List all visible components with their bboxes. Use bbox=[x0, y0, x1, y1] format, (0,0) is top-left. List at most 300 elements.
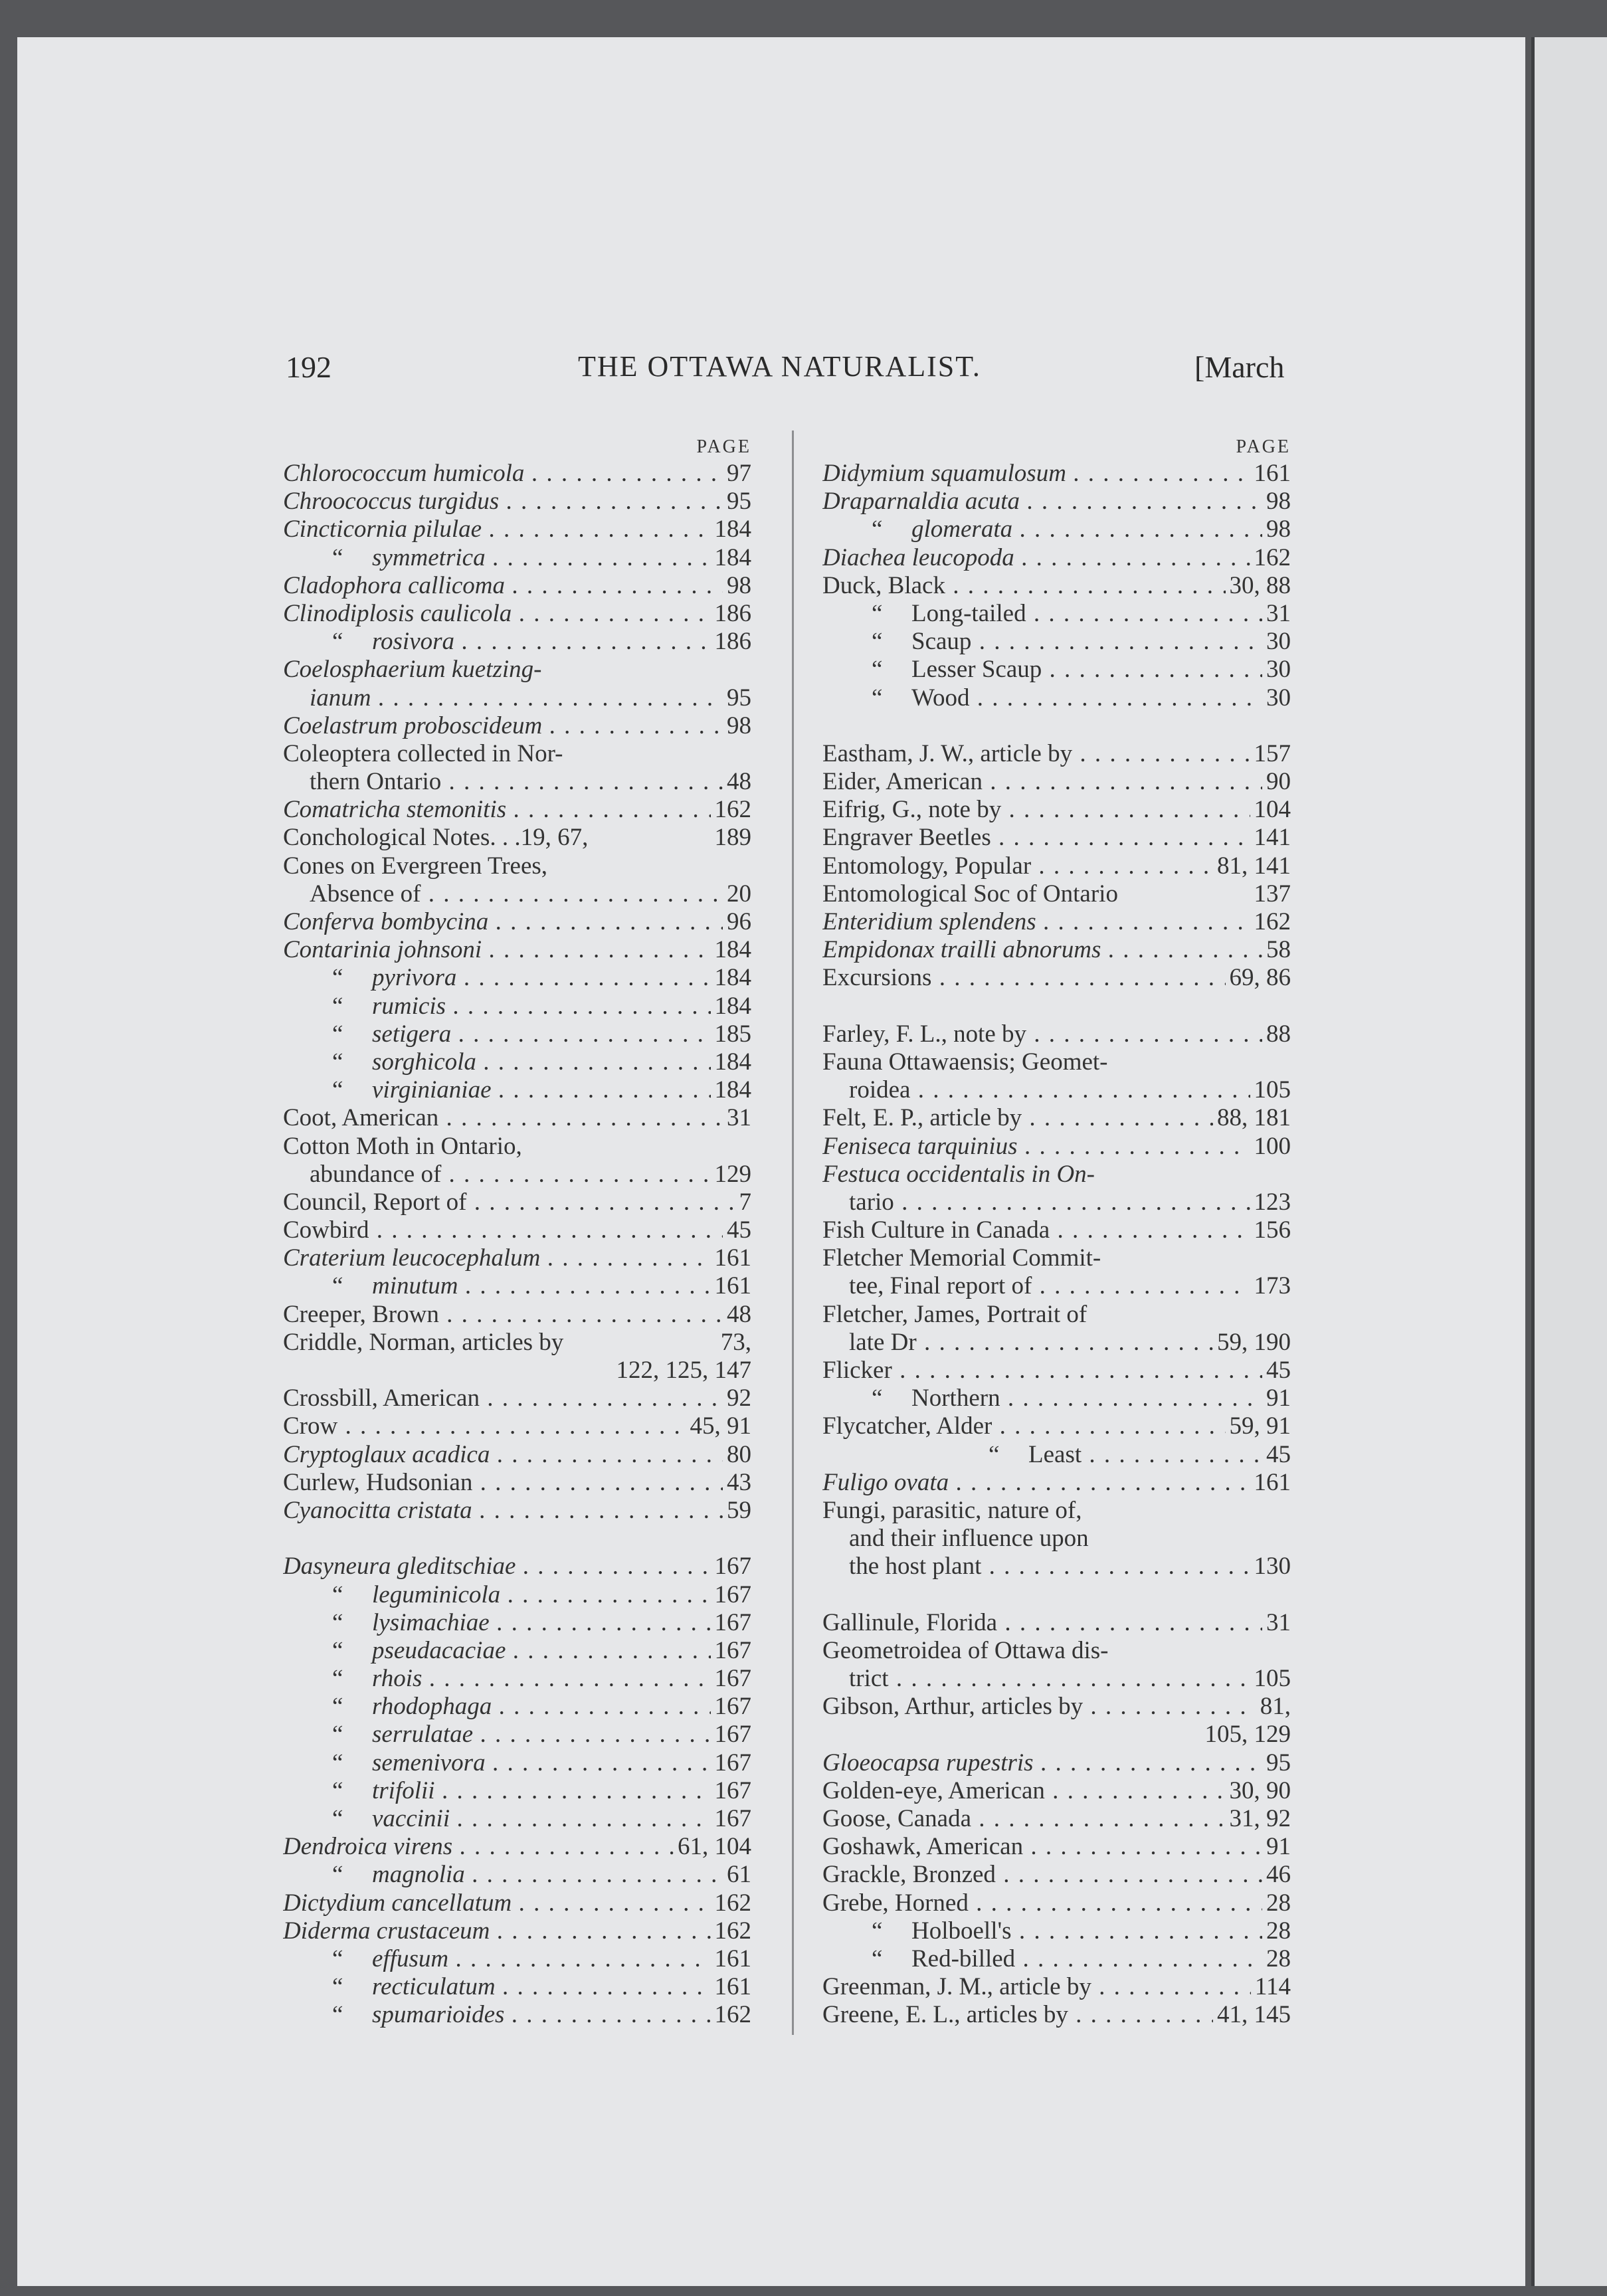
entry-label: sorghicola . . . bbox=[372, 1048, 751, 1076]
entry-page-ref: 90 bbox=[1262, 768, 1291, 796]
entry-label: Felt, E. P., article by . . . bbox=[822, 1104, 1291, 1131]
entry-page-ref: 123 bbox=[1250, 1189, 1291, 1216]
entry-page-ref: 100 bbox=[1250, 1133, 1291, 1161]
page-number: 192 bbox=[286, 350, 331, 384]
entry-label: rhodophaga . . . bbox=[372, 1693, 751, 1720]
index-entry bbox=[283, 1272, 751, 1300]
entry-page-ref: 161 bbox=[711, 1272, 752, 1300]
index-entry bbox=[822, 460, 1291, 488]
index-entry bbox=[822, 488, 1291, 516]
entry-text bbox=[822, 880, 1291, 908]
index-entry bbox=[822, 1637, 1291, 1665]
index-entry bbox=[822, 824, 1291, 852]
entry-label: Fletcher Memorial Commit- bbox=[822, 1244, 1101, 1272]
entry-page-ref: 92 bbox=[723, 1385, 751, 1412]
entry-label: magnolia . . . bbox=[372, 1861, 751, 1888]
entry-page-ref: 162 bbox=[711, 1889, 752, 1917]
index-column-left bbox=[283, 434, 751, 2030]
entry-text bbox=[822, 1833, 1291, 1861]
entry-text bbox=[822, 600, 1291, 628]
entry-text bbox=[283, 964, 751, 992]
entry-page-ref: 45 bbox=[723, 1216, 751, 1244]
index-entry bbox=[822, 936, 1291, 964]
entry-label: lysimachiae . . . bbox=[372, 1609, 751, 1636]
index-entry bbox=[822, 684, 1291, 712]
entry-text bbox=[822, 1385, 1291, 1412]
entry-label: Contarinia johnsoni . . . bbox=[283, 936, 751, 963]
entry-text bbox=[822, 628, 1291, 656]
entry-text bbox=[822, 908, 1291, 936]
entry-label: trict . . . bbox=[849, 1665, 1291, 1692]
entry-text bbox=[283, 1693, 751, 1721]
entry-gap bbox=[822, 1581, 1291, 1609]
index-entry bbox=[822, 572, 1291, 600]
index-entry bbox=[822, 628, 1291, 656]
entry-text bbox=[283, 1272, 751, 1300]
entry-label: Coleoptera collected in Nor- bbox=[283, 739, 563, 767]
entry-text bbox=[283, 908, 751, 936]
entry-text bbox=[822, 1469, 1291, 1497]
entry-text bbox=[822, 572, 1291, 600]
entry-label: Craterium leucocephalum . . . bbox=[283, 1244, 751, 1272]
ditto-mark: “ bbox=[332, 1861, 343, 1889]
entry-label: Coelastrum proboscideum . . . bbox=[283, 712, 751, 739]
entry-text bbox=[822, 964, 1291, 992]
entry-label: Eider, American . . . bbox=[822, 768, 1291, 795]
index-entry bbox=[822, 600, 1291, 628]
entry-page-ref: 31 bbox=[1262, 600, 1291, 628]
entry-label: Dictydium cancellatum . . . bbox=[283, 1889, 751, 1917]
entry-label: Absence of . . . bbox=[310, 880, 751, 908]
page-column-heading: PAGE bbox=[696, 436, 751, 457]
scanned-page bbox=[17, 37, 1525, 2286]
entry-label: serrulatae . . . bbox=[372, 1721, 751, 1748]
entry-text bbox=[283, 1861, 751, 1889]
entry-label: setigera . . . bbox=[372, 1020, 751, 1048]
index-entry bbox=[283, 1609, 751, 1637]
entry-page-ref: 30 bbox=[1262, 684, 1291, 712]
entry-label: Wood . . . bbox=[911, 684, 1291, 712]
index-entry bbox=[283, 2001, 751, 2029]
ditto-mark: “ bbox=[332, 1076, 343, 1104]
entry-page-ref: 184 bbox=[711, 964, 752, 992]
index-column-right bbox=[822, 434, 1291, 2030]
entry-page-ref: 61 bbox=[723, 1861, 751, 1889]
entry-text bbox=[822, 1861, 1291, 1889]
index-entry bbox=[283, 1777, 751, 1805]
entry-text bbox=[283, 1777, 751, 1805]
entry-page-ref: 59 bbox=[723, 1497, 751, 1525]
entry-text bbox=[283, 1412, 751, 1440]
entry-label: roidea . . . bbox=[849, 1076, 1291, 1103]
entry-text bbox=[822, 1076, 1291, 1104]
entry-label: recticulatum . . . bbox=[372, 1973, 751, 2000]
index-entry bbox=[822, 852, 1291, 880]
entry-text bbox=[822, 936, 1291, 964]
ditto-mark: “ bbox=[332, 1805, 343, 1832]
entry-page-ref: 167 bbox=[711, 1777, 752, 1805]
entry-page-ref: 189 bbox=[711, 824, 752, 852]
entry-text bbox=[822, 460, 1291, 488]
index-entry bbox=[283, 628, 751, 656]
entry-label: pyrivora . . . bbox=[372, 964, 751, 991]
entry-page-ref: 43 bbox=[723, 1469, 751, 1497]
entry-label: Greene, E. L., articles by . . . bbox=[822, 2001, 1291, 2028]
index-entry bbox=[822, 1777, 1291, 1805]
entry-page-ref: 95 bbox=[723, 488, 751, 516]
entry-label: Flicker . . . bbox=[822, 1357, 1291, 1384]
entry-page-ref: 167 bbox=[711, 1581, 752, 1609]
index-entry bbox=[283, 712, 751, 740]
entry-text bbox=[283, 1609, 751, 1637]
index-entry bbox=[283, 1385, 751, 1412]
entry-label: Conchological Notes. . .19, 67, bbox=[283, 824, 589, 852]
entry-gap bbox=[283, 1525, 751, 1553]
index-entry bbox=[283, 1637, 751, 1665]
entry-page-ref: 161 bbox=[711, 1945, 752, 1973]
ditto-mark: “ bbox=[332, 1973, 343, 2001]
entry-page-ref: 105, 129 bbox=[822, 1721, 1291, 1749]
entry-text bbox=[822, 1497, 1291, 1525]
entry-text bbox=[283, 572, 751, 600]
index-entry bbox=[283, 684, 751, 712]
index-entry bbox=[822, 1189, 1291, 1216]
entry-text bbox=[283, 684, 751, 712]
index-entry bbox=[822, 1020, 1291, 1048]
index-entry bbox=[283, 1329, 751, 1357]
entry-text bbox=[283, 1385, 751, 1412]
entry-page-ref: 81, 141 bbox=[1213, 852, 1291, 880]
entry-label: Fish Culture in Canada . . . bbox=[822, 1216, 1291, 1244]
entry-text bbox=[822, 740, 1291, 768]
entry-label: Draparnaldia acuta . . . bbox=[822, 488, 1291, 515]
index-entry bbox=[283, 600, 751, 628]
index-entry bbox=[822, 1945, 1291, 1973]
entry-label: thern Ontario . . . bbox=[310, 768, 751, 795]
entry-label: Fauna Ottawaensis; Geomet- bbox=[822, 1048, 1108, 1076]
index-entry bbox=[283, 880, 751, 908]
entry-text bbox=[822, 1693, 1291, 1721]
entry-gap bbox=[822, 993, 1291, 1020]
entry-label: Coot, American . . . bbox=[283, 1104, 751, 1131]
entry-text bbox=[283, 740, 751, 768]
entry-label: Gloeocapsa rupestris . . . bbox=[822, 1749, 1291, 1776]
index-entry bbox=[283, 1553, 751, 1580]
ditto-mark: “ bbox=[332, 1721, 343, 1749]
index-entry bbox=[822, 1301, 1291, 1329]
entry-label: Festuca occidentalis in On- bbox=[822, 1160, 1095, 1188]
entry-page-ref: 7 bbox=[735, 1189, 752, 1216]
entry-label: minutum . . . bbox=[372, 1272, 751, 1299]
entry-page-ref: 137 bbox=[1250, 880, 1291, 908]
index-entry bbox=[822, 880, 1291, 908]
entry-text bbox=[283, 1189, 751, 1216]
entry-page-ref: 161 bbox=[1250, 1469, 1291, 1497]
index-entry bbox=[283, 1693, 751, 1721]
entry-page-ref: 185 bbox=[711, 1020, 752, 1048]
entry-text bbox=[283, 488, 751, 516]
entry-page-ref: 59, 91 bbox=[1226, 1412, 1291, 1440]
ditto-mark: “ bbox=[332, 628, 343, 656]
entry-page-ref: 30, 90 bbox=[1226, 1777, 1291, 1805]
index-entry bbox=[822, 740, 1291, 768]
entry-text bbox=[822, 1525, 1291, 1553]
entry-label: effusum . . . bbox=[372, 1945, 751, 1972]
entry-text bbox=[283, 460, 751, 488]
entry-label: and their influence upon bbox=[849, 1525, 1089, 1553]
entry-page-ref: 167 bbox=[711, 1553, 752, 1580]
entry-text bbox=[822, 796, 1291, 824]
entry-page-ref: 97 bbox=[723, 460, 751, 488]
index-entry bbox=[283, 1721, 751, 1749]
entry-page-ref: 162 bbox=[1250, 908, 1291, 936]
entry-page-ref: 161 bbox=[711, 1244, 752, 1272]
entry-page-ref: 81, bbox=[1256, 1693, 1291, 1721]
entry-label: Crow . . . bbox=[283, 1412, 751, 1440]
entry-label: leguminicola . . . bbox=[372, 1581, 751, 1608]
entry-label: ianum . . . bbox=[310, 684, 751, 712]
index-entry bbox=[822, 1665, 1291, 1693]
index-entry bbox=[283, 1973, 751, 2001]
entry-label: Goose, Canada . . . bbox=[822, 1805, 1291, 1832]
index-entry bbox=[822, 796, 1291, 824]
entry-text bbox=[822, 1917, 1291, 1945]
index-entry bbox=[283, 1917, 751, 1945]
entry-page-ref: 98 bbox=[1262, 516, 1291, 543]
index-entry bbox=[822, 1357, 1291, 1385]
entry-label: Holboell's . . . bbox=[911, 1917, 1291, 1945]
index-entry bbox=[283, 1749, 751, 1777]
index-entry bbox=[822, 1412, 1291, 1440]
entry-label: Northern . . . bbox=[911, 1385, 1291, 1412]
entry-page-ref: 98 bbox=[723, 712, 751, 740]
index-entry bbox=[283, 740, 751, 768]
index-entry bbox=[822, 1553, 1291, 1580]
index-entry bbox=[283, 656, 751, 684]
entry-page-ref: 186 bbox=[711, 628, 752, 656]
index-entry bbox=[283, 1133, 751, 1161]
index-entry bbox=[822, 1104, 1291, 1132]
entry-text bbox=[822, 1749, 1291, 1777]
entry-text bbox=[822, 1244, 1291, 1272]
entry-text bbox=[283, 1889, 751, 1917]
index-entry bbox=[822, 1861, 1291, 1889]
entry-label: Flycatcher, Alder . . . bbox=[822, 1412, 1291, 1440]
entry-label: Fungi, parasitic, nature of, bbox=[822, 1496, 1082, 1524]
index-entry bbox=[283, 1833, 751, 1861]
entry-label: virginianiae . . . bbox=[372, 1076, 751, 1103]
entry-page-ref: 173 bbox=[1250, 1272, 1291, 1300]
entry-label: Duck, Black . . . bbox=[822, 572, 1291, 599]
entry-label: Coelosphaerium kuetzing- bbox=[283, 656, 542, 684]
index-entry bbox=[822, 1749, 1291, 1777]
entry-label: pseudacaciae . . . bbox=[372, 1637, 751, 1664]
entry-label: Gibson, Arthur, articles by . . . bbox=[822, 1693, 1291, 1720]
entry-label: Least . . . bbox=[1028, 1441, 1291, 1468]
index-entry bbox=[822, 1076, 1291, 1104]
entry-text bbox=[822, 1161, 1291, 1189]
journal-title: THE OTTAWA NATURALIST. bbox=[578, 350, 981, 383]
entry-label: vaccinii . . . bbox=[372, 1805, 751, 1832]
entry-label: Feniseca tarquinius . . . bbox=[822, 1133, 1291, 1160]
entry-page-ref: 91 bbox=[1262, 1385, 1291, 1412]
page-header bbox=[17, 349, 1525, 403]
entry-page-ref: 162 bbox=[711, 796, 752, 824]
entry-text bbox=[283, 1721, 751, 1749]
entry-label: Diderma crustaceum . . . bbox=[283, 1917, 751, 1945]
entry-text bbox=[283, 1244, 751, 1272]
entry-label: Conferva bombycina . . . bbox=[283, 908, 751, 935]
index-entry bbox=[822, 768, 1291, 796]
entry-label: symmetrica . . . bbox=[372, 544, 751, 571]
index-entry bbox=[822, 1161, 1291, 1189]
ditto-mark: “ bbox=[332, 1272, 343, 1300]
entry-page-ref: 98 bbox=[1262, 488, 1291, 516]
entry-label: tee, Final report of . . . bbox=[849, 1272, 1291, 1299]
index-entry bbox=[283, 964, 751, 992]
index-entry bbox=[283, 768, 751, 796]
index-entry bbox=[822, 656, 1291, 684]
entry-label: rhois . . . bbox=[372, 1665, 751, 1692]
entry-label: Fuligo ovata . . . bbox=[822, 1469, 1291, 1496]
entry-text bbox=[283, 600, 751, 628]
entry-page-ref: 186 bbox=[711, 600, 752, 628]
index-entry bbox=[283, 824, 751, 852]
entry-text bbox=[283, 2001, 751, 2029]
adjacent-page-edge bbox=[1531, 37, 1607, 2286]
entry-text bbox=[822, 544, 1291, 572]
ditto-mark: “ bbox=[872, 628, 883, 656]
entry-label: Cladophora callicoma . . . bbox=[283, 572, 751, 599]
entry-label: Council, Report of . . . bbox=[283, 1189, 751, 1216]
entry-label: Empidonax trailli abnorums . . . bbox=[822, 936, 1291, 963]
entry-page-ref: 161 bbox=[1250, 460, 1291, 488]
index-entry bbox=[822, 1525, 1291, 1553]
entry-page-ref: 61, 104 bbox=[674, 1833, 751, 1861]
ditto-mark: “ bbox=[872, 1945, 883, 1972]
index-entry bbox=[822, 1805, 1291, 1833]
index-entry bbox=[822, 1693, 1291, 1721]
entry-label: Comatricha stemonitis . . . bbox=[283, 796, 751, 823]
entry-label: Entomological Soc of Ontario bbox=[822, 880, 1118, 908]
entry-label: Eastham, J. W., article by . . . bbox=[822, 740, 1291, 767]
entry-label: Excursions . . . bbox=[822, 964, 1291, 991]
entry-text bbox=[822, 1973, 1291, 2001]
index-entry bbox=[822, 1133, 1291, 1161]
entry-label: trifolii . . . bbox=[372, 1777, 751, 1804]
entry-label: Chlorococcum humicola . . . bbox=[283, 460, 751, 487]
index-entry bbox=[283, 1497, 751, 1525]
index-entry bbox=[822, 964, 1291, 992]
ditto-mark: “ bbox=[872, 1385, 883, 1412]
ditto-mark: “ bbox=[332, 1636, 343, 1664]
entry-label: Fletcher, James, Portrait of bbox=[822, 1300, 1087, 1328]
entry-page-ref: 28 bbox=[1262, 1945, 1291, 1973]
index-entry bbox=[283, 1412, 751, 1440]
entry-text bbox=[283, 1945, 751, 1973]
entry-page-ref: 45 bbox=[1262, 1357, 1291, 1385]
index-entry bbox=[283, 796, 751, 824]
entry-label: Geometroidea of Ottawa dis- bbox=[822, 1636, 1109, 1664]
entry-page-ref: 184 bbox=[711, 1076, 752, 1104]
entry-text bbox=[283, 1301, 751, 1329]
index-entry bbox=[822, 1469, 1291, 1497]
index-entry bbox=[283, 1076, 751, 1104]
index-entry bbox=[283, 1861, 751, 1889]
entry-page-ref: 95 bbox=[723, 684, 751, 712]
entry-text bbox=[822, 1637, 1291, 1665]
entry-page-ref: 98 bbox=[723, 572, 751, 600]
index-entry bbox=[822, 1497, 1291, 1525]
index-entry bbox=[283, 993, 751, 1020]
ditto-mark: “ bbox=[332, 1776, 343, 1804]
entry-text bbox=[822, 684, 1291, 712]
entry-text bbox=[822, 488, 1291, 516]
entry-label: Red-billed . . . bbox=[911, 1945, 1291, 1972]
entry-text bbox=[283, 1076, 751, 1104]
index-entry bbox=[822, 2001, 1291, 2029]
index-entry bbox=[283, 1581, 751, 1609]
index-entry bbox=[283, 1805, 751, 1833]
entry-page-ref: 48 bbox=[723, 768, 751, 796]
entry-text bbox=[283, 1917, 751, 1945]
index-entry bbox=[283, 1244, 751, 1272]
entry-label: Goshawk, American . . . bbox=[822, 1833, 1291, 1860]
entry-label: Dendroica virens . . . bbox=[283, 1833, 751, 1860]
issue-label: [March bbox=[1194, 350, 1285, 384]
entry-page-ref: 31 bbox=[1262, 1609, 1291, 1637]
entry-text bbox=[822, 1609, 1291, 1637]
entry-page-ref: 31, 92 bbox=[1226, 1805, 1291, 1833]
index-entry bbox=[822, 1385, 1291, 1412]
entry-label: semenivora . . . bbox=[372, 1749, 751, 1776]
index-entry bbox=[822, 1048, 1291, 1076]
index-entry bbox=[283, 1048, 751, 1076]
index-entry bbox=[283, 572, 751, 600]
index-entry bbox=[822, 544, 1291, 572]
ditto-mark: “ bbox=[332, 1608, 343, 1636]
entry-text bbox=[822, 1553, 1291, 1580]
entry-page-ref: 184 bbox=[711, 544, 752, 572]
entry-text bbox=[822, 1216, 1291, 1244]
entry-label: Cyanocitta cristata . . . bbox=[283, 1497, 751, 1524]
index-entry bbox=[283, 1301, 751, 1329]
entry-page-ref: 184 bbox=[711, 1048, 752, 1076]
entry-page-ref: 184 bbox=[711, 993, 752, 1020]
index-entry bbox=[822, 1329, 1291, 1357]
entry-page-ref: 157 bbox=[1250, 740, 1291, 768]
ditto-mark: “ bbox=[332, 992, 343, 1020]
entry-label: Cotton Moth in Ontario, bbox=[283, 1132, 522, 1160]
ditto-mark: “ bbox=[332, 1580, 343, 1608]
index-entry bbox=[283, 852, 751, 880]
index-entry bbox=[822, 516, 1291, 543]
entry-label: Farley, F. L., note by . . . bbox=[822, 1020, 1291, 1048]
entry-label: Dasyneura gleditschiae . . . bbox=[283, 1553, 751, 1580]
entry-text bbox=[283, 544, 751, 572]
entry-text bbox=[283, 1441, 751, 1469]
index-entry bbox=[283, 936, 751, 964]
column-divider bbox=[792, 430, 794, 2035]
index-entry bbox=[822, 908, 1291, 936]
entry-text bbox=[822, 1441, 1291, 1469]
entry-page-ref: 122, 125, 147 bbox=[283, 1357, 751, 1385]
entry-page-ref: 141 bbox=[1250, 824, 1291, 852]
entry-label: Eifrig, G., note by . . . bbox=[822, 796, 1291, 823]
ditto-mark: “ bbox=[872, 684, 883, 712]
index-entry bbox=[822, 1216, 1291, 1244]
entry-page-ref: 184 bbox=[711, 936, 752, 964]
